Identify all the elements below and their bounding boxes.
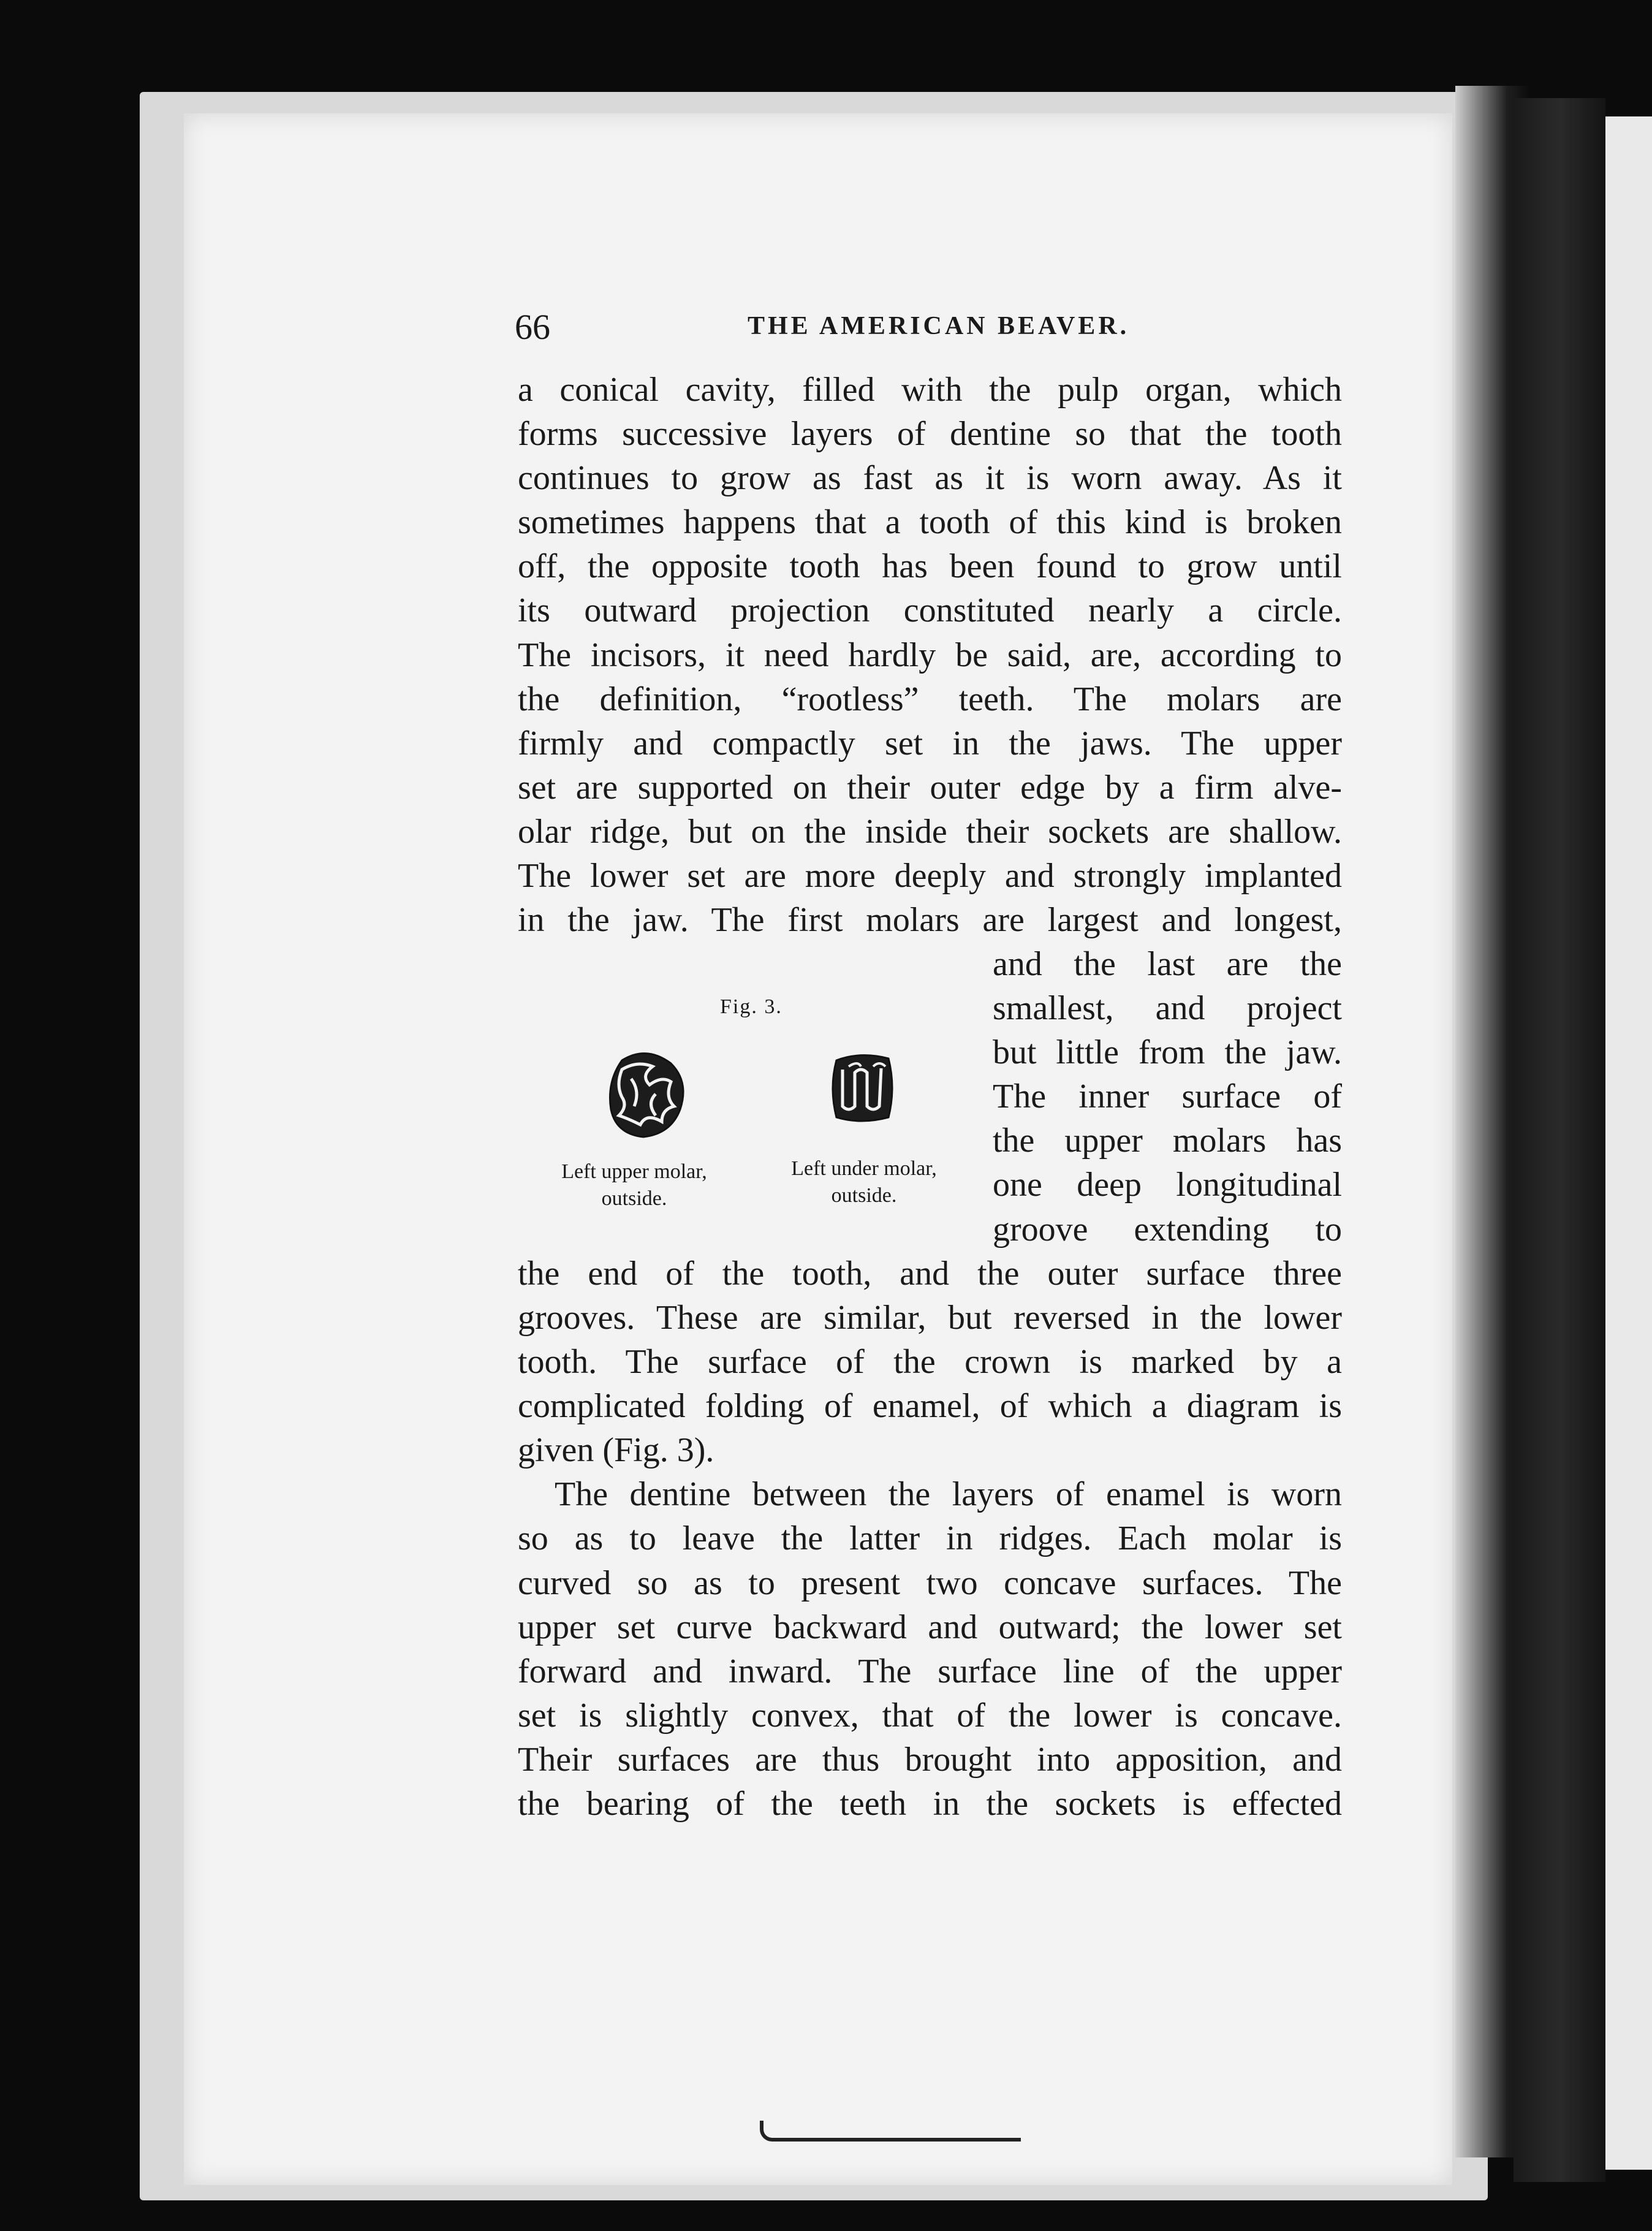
text-line: the definition, “rootless” teeth. The molars are — [518, 680, 1342, 718]
text-line: set are supported on their outer edge by a firm alve- — [518, 768, 1342, 807]
page-header — [515, 306, 1336, 355]
text-line: firmly and compactly set in the jaws. The upper — [518, 724, 1342, 762]
text-line: its outward projection constituted nearly a circle. — [518, 591, 1342, 630]
text-line: tooth. The surface of the crown is marked by a — [518, 1343, 1342, 1382]
text-line: the end of the tooth, and the outer surface three — [518, 1254, 1342, 1293]
text-line: smallest, and project — [993, 989, 1342, 1028]
paragraph-1-bottom — [518, 1252, 1342, 1472]
text-line: so as to leave the latter in ridges. Each molar is — [518, 1519, 1342, 1558]
upper-molar-illustration — [604, 1048, 689, 1140]
text-line: The inner surface of — [993, 1077, 1342, 1116]
text-line: The dentine between the layers of enamel is worn — [555, 1475, 1342, 1514]
text-line: off, the opposite tooth has been found to grow until — [518, 547, 1342, 586]
text-line: The lower set are more deeply and strongly implanted — [518, 857, 1342, 895]
text-line: The incisors, it need hardly be said, are, according to — [518, 636, 1342, 674]
paragraph-1-top — [518, 368, 1342, 942]
text-line: upper set curve backward and outward; the lower set — [518, 1608, 1342, 1646]
figure-label: Fig. 3. — [720, 995, 782, 1018]
book-binding — [1514, 98, 1605, 2182]
text-line: forward and inward. The surface line of the upper — [518, 1652, 1342, 1690]
text-line: continues to grow as fast as it is worn away. As it — [518, 459, 1342, 498]
text-line: grooves. These are similar, but reversed in the lower — [518, 1299, 1342, 1337]
text-line: groove extending to — [993, 1210, 1342, 1249]
adjacent-page — [1605, 116, 1652, 2170]
text-line: given (Fig. 3). — [518, 1431, 714, 1470]
text-line: the upper molars has — [993, 1122, 1342, 1160]
text-line: Their surfaces are thus brought into apposition, and — [518, 1740, 1342, 1779]
text-line: complicated folding of enamel, of which a diagram is — [518, 1387, 1342, 1426]
caption-line: outside. — [601, 1187, 667, 1210]
page-number: 66 — [515, 307, 550, 347]
caption-line: outside. — [831, 1184, 897, 1207]
text-line: in the jaw. The first molars are largest and longest, — [518, 901, 1342, 940]
text-line: sometimes happens that a tooth of this kind is broken — [518, 503, 1342, 542]
caption-line: Left upper molar, — [561, 1160, 707, 1183]
text-line: and the last are the — [993, 945, 1342, 983]
text-line: forms successive layers of dentine so that the tooth — [518, 415, 1342, 454]
running-head: THE AMERICAN BEAVER. — [748, 312, 1130, 340]
paragraph-2 — [518, 1472, 1342, 1826]
upper-molar-caption — [524, 1158, 745, 1212]
wrapped-text-column — [993, 942, 1342, 1252]
bottom-mark — [760, 2121, 1021, 2142]
text-line: the bearing of the teeth in the sockets is effected — [518, 1785, 1342, 1823]
text-line: set is slightly convex, that of the lower is concave. — [518, 1696, 1342, 1735]
caption-line: Left under molar, — [791, 1157, 937, 1180]
text-line: but little from the jaw. — [993, 1033, 1342, 1072]
text-line: a conical cavity, filled with the pulp organ, which — [518, 371, 1342, 409]
figure-3 — [527, 981, 980, 1226]
text-line: olar ridge, but on the inside their sockets are shallow. — [518, 812, 1342, 851]
under-molar-illustration — [827, 1051, 898, 1125]
text-line: curved so as to present two concave surfaces. The — [518, 1564, 1342, 1602]
text-line: one deep longitudinal — [993, 1166, 1342, 1204]
under-molar-caption — [754, 1155, 974, 1209]
